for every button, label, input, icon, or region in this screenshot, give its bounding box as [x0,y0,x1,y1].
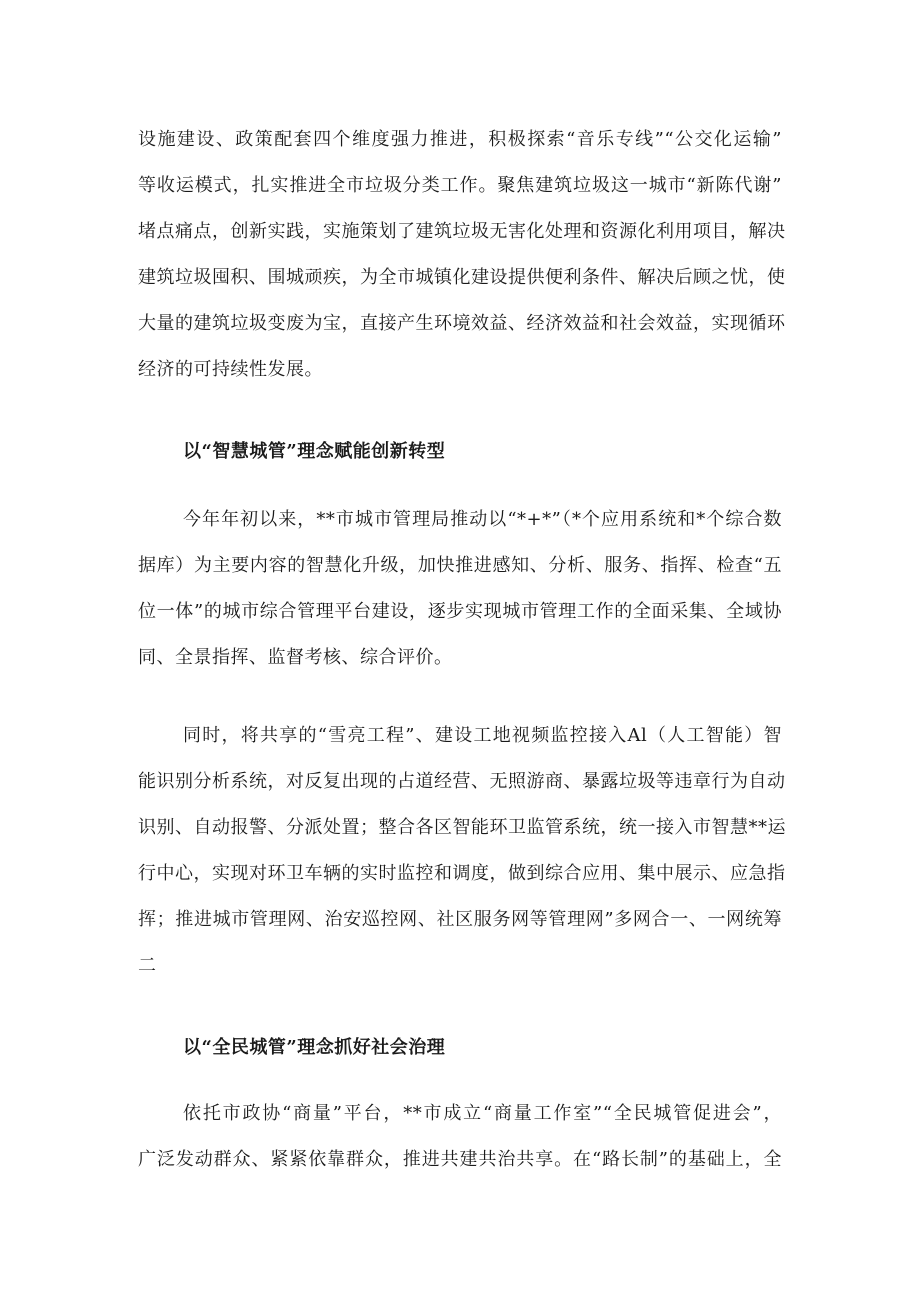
section-heading-smart-city: 以“智慧城管”理念赋能创新转型 [183,441,446,462]
paragraph-3-line-2: 能识别分析系统，对反复出现的占道经营、无照游商、暴露垃圾等违章行为自动 [138,771,786,792]
paragraph-1-line-2: 等收运模式，扎实推进全市垃圾分类工作。聚焦建筑垃圾这一城市“新陈代谢” [138,175,782,196]
paragraph-2-line-3: 位一体”的城市综合管理平台建设，逐步实现城市管理工作的全面采集、全域协 [138,601,782,622]
paragraph-1-line-3: 堵点痛点，创新实践，实施策划了建筑垃圾无害化处理和资源化利用项目，解决 [138,221,786,242]
paragraph-3-line-5: 挥；推进城市管理网、治安巡控网、社区服务网等管理网”多网合一、一网统筹 [138,909,782,930]
section-heading-public-city: 以“全民城管”理念抓好社会治理 [183,1037,446,1058]
paragraph-1-line-6: 经济的可持续性发展。 [138,359,323,380]
paragraph-3-line-3: 识别、自动报警、分派处置；整合各区智能环卫监管系统，统一接入市智慧**运 [138,817,786,838]
paragraph-2-line-2: 据库）为主要内容的智慧化升级，加快推进感知、分析、服务、指挥、检查“五 [138,555,782,576]
paragraph-1-line-5: 大量的建筑垃圾变废为宝，直接产生环境效益、经济效益和社会效益，实现循环 [138,313,786,334]
paragraph-3-line-6: 二 [138,955,157,976]
paragraph-1-line-4: 建筑垃圾囤积、围城顽疾，为全市城镇化建设提供便利条件、解决后顾之忧，使 [138,267,786,288]
paragraph-2-line-4: 同、全景指挥、监督考核、综合评价。 [138,647,453,668]
paragraph-1-line-1: 设施建设、政策配套四个维度强力推进，积极探索“音乐专线”“公交化运输” [138,129,782,150]
paragraph-3-line-1: 同时，将共享的“雪亮工程”、建设工地视频监控接入Al（人工智能）智 [183,725,782,746]
paragraph-4-line-1: 依托市政协“商量”平台，**市成立“商量工作室”“全民城管促进会”， [183,1103,782,1124]
paragraph-4-line-2: 广泛发动群众、紧紧依靠群众，推进共建共治共享。在“路长制”的基础上，全 [138,1149,782,1170]
paragraph-2-line-1: 今年年初以来，**市城市管理局推动以“*+*”（*个应用系统和*个综合数 [183,509,782,530]
paragraph-3-line-4: 行中心，实现对环卫车辆的实时监控和调度，做到综合应用、集中展示、应急指 [138,863,786,884]
